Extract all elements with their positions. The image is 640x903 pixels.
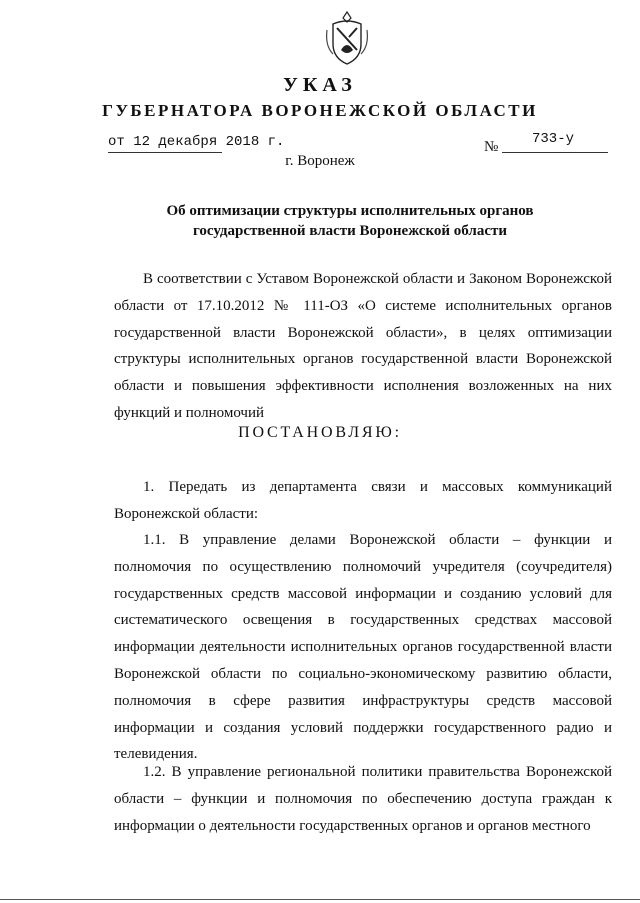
document-type-title: УКАЗ — [283, 74, 357, 96]
document-date: от 12 декабря 2018 г. — [108, 134, 285, 150]
decree-heading: ПОСТАНОВЛЯЮ: — [238, 424, 402, 441]
item-1-2: 1.2. В управление региональной политики правительства Воронежской области – функции и полномочия по обеспечению доступа граждан к информации о деятельности государственных органов и органов местного — [114, 764, 612, 834]
coat-of-arms-icon — [323, 10, 371, 68]
intro-paragraph: В соответствии с Уставом Воронежской области и Законом Воронежской области от 17.10.2012 № 111-ОЗ «О системе исполнительных органов государственной власти Воронежской области», в целях оптимизации структуры исполнительных органов государственной власти Воронежской области и повышения эффективности исполнения возложенных на них функций и полномочий — [114, 271, 612, 421]
page-bottom-edge — [0, 899, 640, 900]
item-1-1: 1.1. В управление делами Воронежской области – функции и полномочия по осуществлению полномочий учредителя (соучредителя) государственных средств массовой информации и созданию условий для систематического освещения в государственных средствах массовой информации деятельности исполнительных органов государственной власти Воронежской области по социально-экономическому развитию области, полномочия в сфере развития инфраструктуры средств массовой информации и создания условий поддержки государственного радио и телевидения. — [114, 532, 612, 763]
item-1: 1. Передать из департамента связи и массовых коммуникаций Воронежской области: — [114, 479, 612, 522]
document-number: 733-у — [532, 131, 575, 147]
city-label: г. Воронеж — [285, 153, 355, 169]
issuer-title: ГУБЕРНАТОРА ВОРОНЕЖСКОЙ ОБЛАСТИ — [102, 101, 538, 120]
document-subject: Об оптимизации структуры исполнительных органов государственной власти Воронежской области — [166, 203, 534, 239]
number-sign: № — [484, 139, 499, 155]
